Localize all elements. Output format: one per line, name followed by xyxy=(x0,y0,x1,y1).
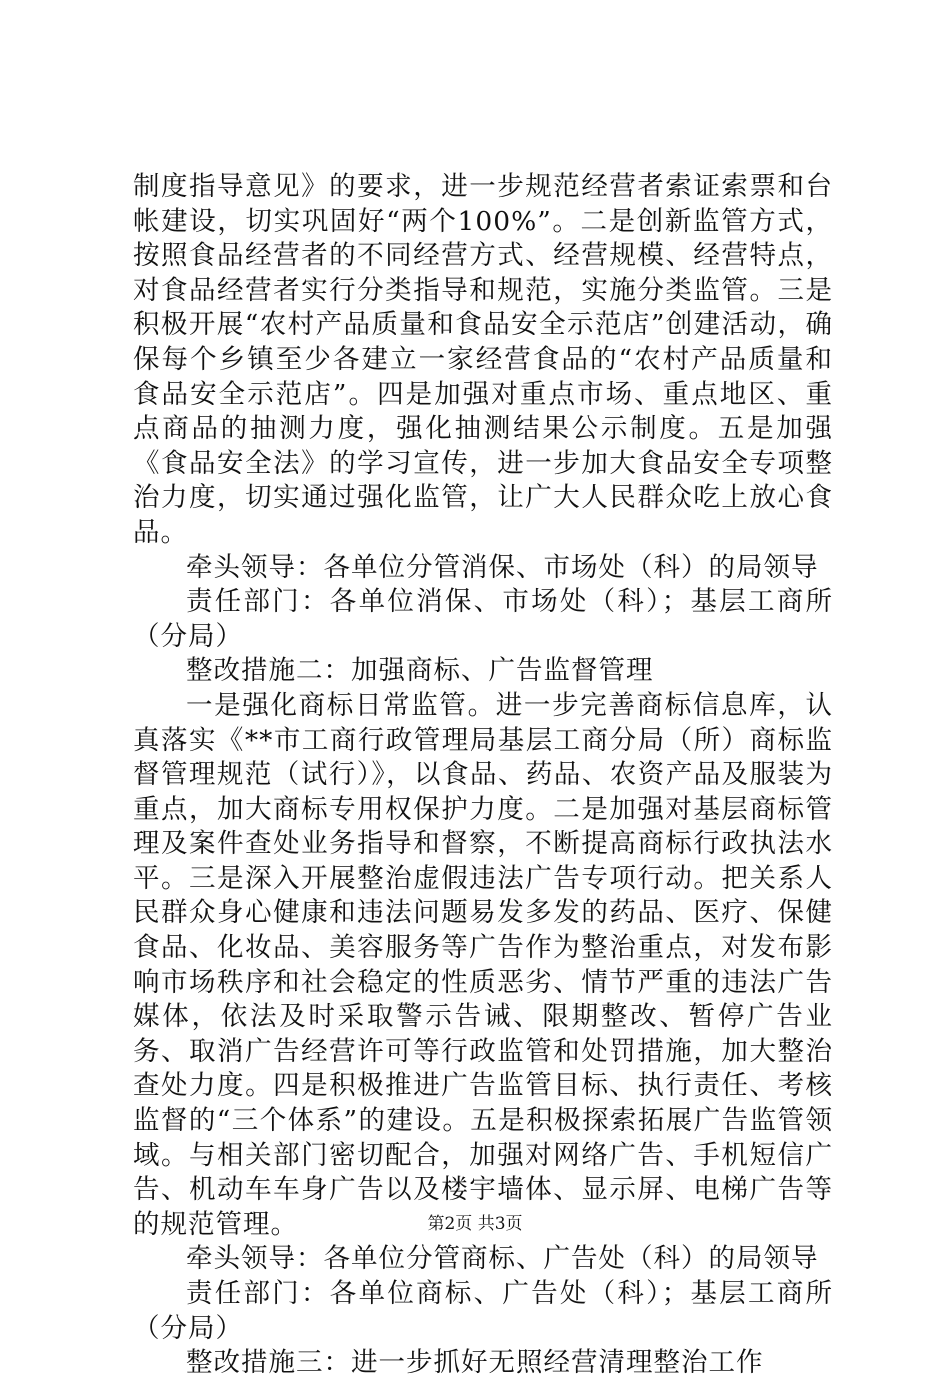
heading-measure-2: 整改措施二：加强商标、广告监督管理 xyxy=(186,655,654,687)
paragraph-lead-leader-1: 牵头领导：各单位分管消保、市场处（科）的局领导 xyxy=(186,551,819,583)
paragraph-food-safety-measures: 制度指导意见》的要求，进一步规范经营者索证索票和台帐建设，切实巩固好“两个100%”。二是创新监管方式，按照食品经营者的不同经营方式、经营规模、经营特点，对食品经营者实行分类指导和规范，实施分类监管。三是积极开展“农村产品质量和食品安全示范店”创建活动，确保每个乡镇至少各建立一家经营食品的“农村产品质量和食品安全示范店”。四是加强对重点市场、重点地区、重点商品的抽测力度，强化抽测结果公示制度。五是加强《食品安全法》的学习宣传，进一步加大食品安全专项整治力度，切实通过强化监管，让广大人民群众吃上放心食品。 xyxy=(133,171,833,548)
paragraph-responsible-dept-1: 责任部门：各单位消保、市场处（科）；基层工商所（分局） xyxy=(133,586,833,652)
document-body xyxy=(133,170,833,1381)
paragraph-responsible-dept-2: 责任部门：各单位商标、广告处（科）；基层工商所（分局） xyxy=(133,1278,833,1344)
heading-measure-3: 整改措施三：进一步抓好无照经营清理整治工作 xyxy=(186,1347,764,1379)
page-footer xyxy=(0,1213,950,1235)
paragraph-trademark-advertising-measures: 一是强化商标日常监管。进一步完善商标信息库，认真落实《**市工商行政管理局基层工商分局（所）商标监督管理规范（试行）》，以食品、药品、农资产品及服装为重点，加大商标专用权保护力度。二是加强对基层商标管理及案件查处业务指导和督察，不断提高商标行政执法水平。三是深入开展整治虚假违法广告专项行动。把关系人民群众身心健康和违法问题易发多发的药品、医疗、保健食品、化妆品、美容服务等广告作为整治重点，对发布影响市场秩序和社会稳定的性质恶劣、情节严重的违法广告媒体，依法及时采取警示告诫、限期整改、暂停广告业务、取消广告经营许可等行政监管和处罚措施，加大整治查处力度。四是积极推进广告监管目标、执行责任、考核监督的“三个体系”的建设。五是积极探索拓展广告监管领域。与相关部门密切配合，加强对网络广告、手机短信广告、机动车车身广告以及楼宇墙体、显示屏、电梯广告等的规范管理。 xyxy=(133,689,833,1240)
page-number-indicator: 第2页 共3页 xyxy=(427,1214,523,1234)
paragraph-lead-leader-2: 牵头领导：各单位分管商标、广告处（科）的局领导 xyxy=(186,1243,819,1275)
